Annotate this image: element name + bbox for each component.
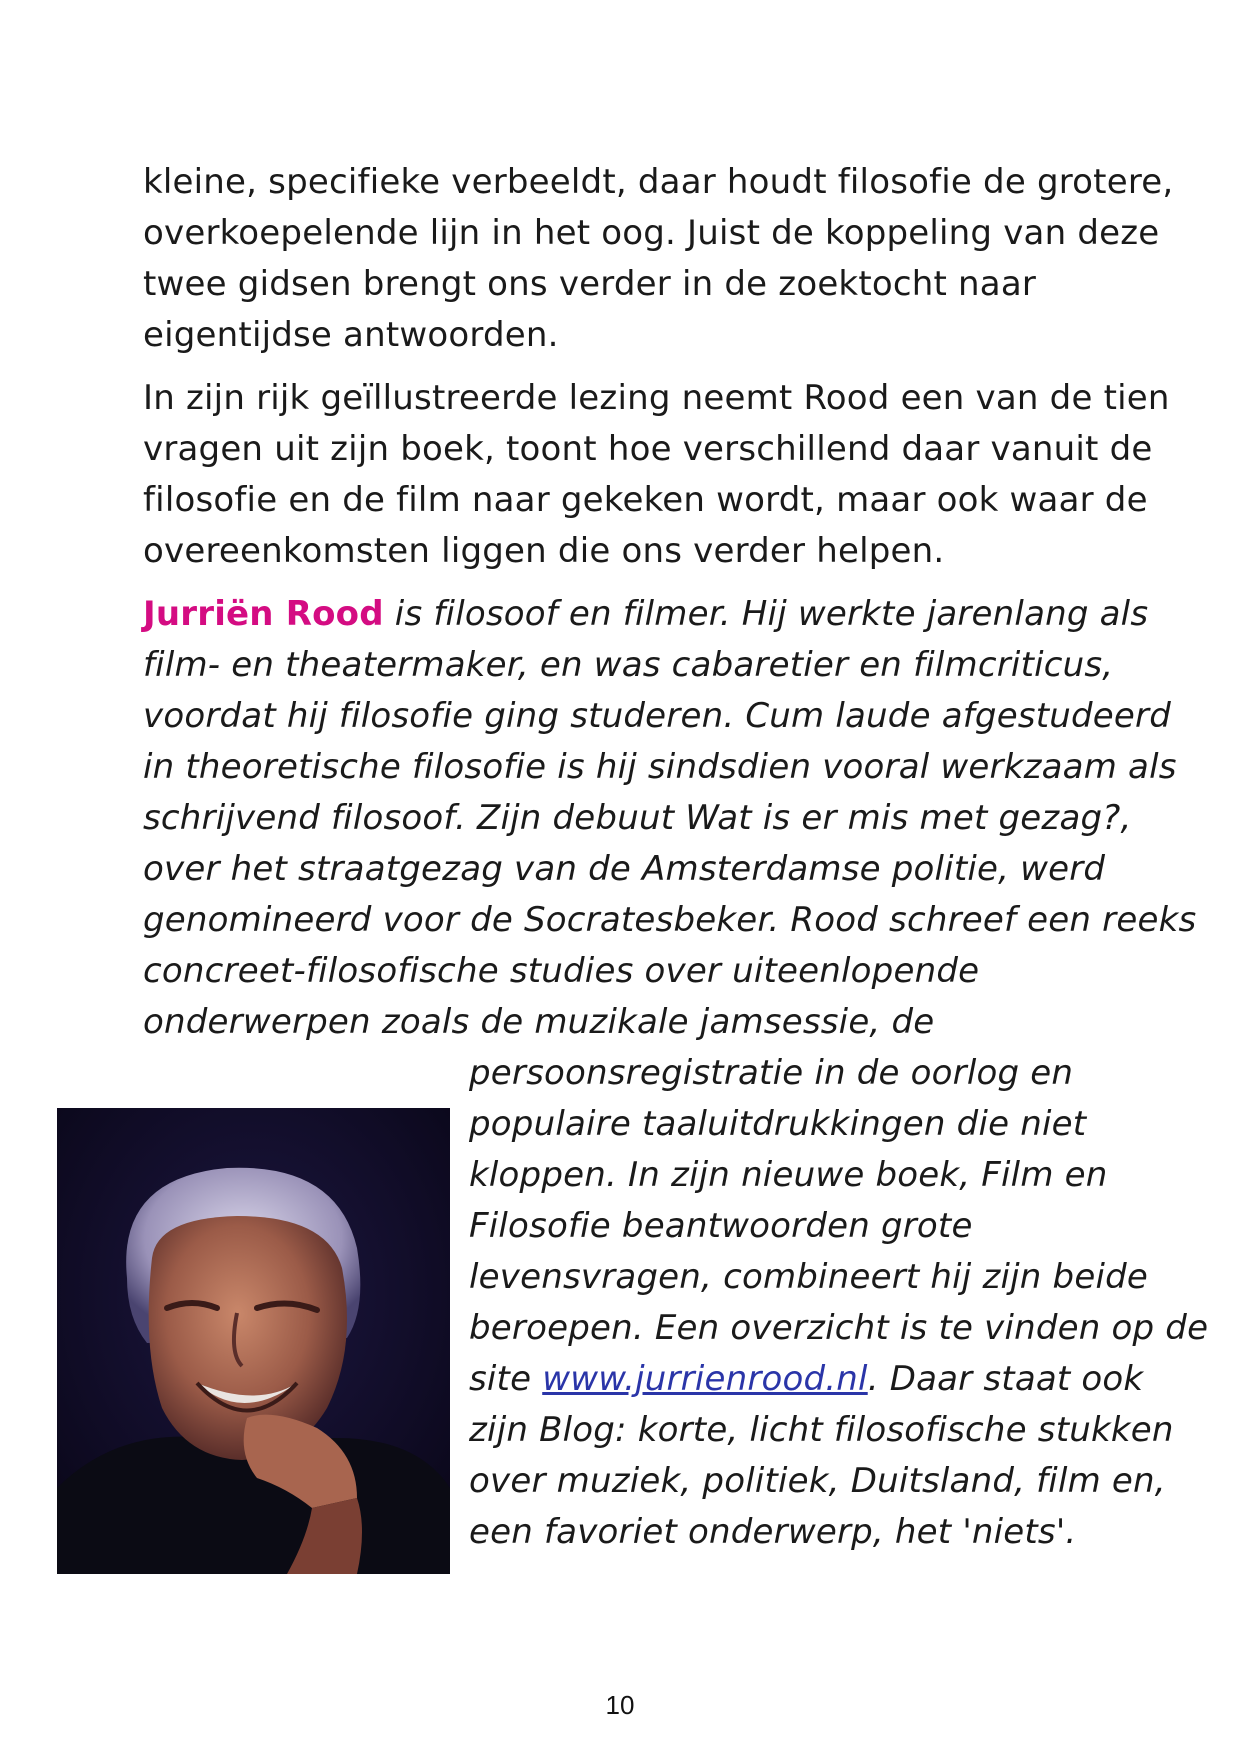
bio-wrap-column [469, 1048, 1209, 1558]
text-line: filosofie en de film naar gekeken wordt, maar ook waar de [143, 480, 1148, 520]
text-line: levensvragen, combineert hij zijn beide [469, 1257, 1149, 1297]
page-number: 10 [605, 1690, 635, 1720]
text-line: een favoriet onderwerp, het 'niets'. [469, 1512, 1077, 1552]
text-line: onderwerpen zoals de muzikale jamsessie, de [143, 1002, 935, 1042]
bio-paragraph [143, 589, 1197, 1048]
text-line: schrijvend filosoof. Zijn debuut Wat is er mis met gezag?, [143, 798, 1132, 838]
text-line: twee gidsen brengt ons verder in de zoektocht naar [143, 264, 1037, 304]
text-line: populaire taaluitdrukkingen die niet [469, 1104, 1087, 1144]
link-line: site www.jurrienrood.nl. Daar staat ook [469, 1359, 1144, 1399]
text-line: persoonsregistratie in de oorlog en [469, 1053, 1074, 1093]
text-line: genomineerd voor de Socratesbeker. Rood schreef een reeks [143, 900, 1197, 940]
text-line: eigentijdse antwoorden. [143, 315, 559, 355]
text-line: overeenkomsten liggen die ons verder helpen. [143, 531, 945, 571]
text-line: vragen uit zijn boek, toont hoe verschillend daar vanuit de [143, 429, 1153, 469]
text-line: over het straatgezag van de Amsterdamse politie, werd [143, 849, 1106, 889]
paragraph-1 [143, 157, 1183, 361]
text-line: concreet-filosofische studies over uiteenlopende [143, 951, 980, 991]
paragraph-2 [143, 373, 1183, 577]
website-link[interactable]: www.jurrienrood.nl [542, 1359, 868, 1399]
text-line: over muziek, politiek, Duitsland, film en, [469, 1461, 1166, 1501]
text-line: kleine, specifieke verbeeldt, daar houdt filosofie de grotere, [143, 162, 1174, 202]
text-line: In zijn rijk geïllustreerde lezing neemt Rood een van de tien [143, 378, 1170, 418]
text-line: film- en theatermaker, en was cabaretier en filmcriticus, [143, 645, 1114, 685]
author-photo [57, 1108, 450, 1574]
text-line: in theoretische filosofie is hij sindsdien vooral werkzaam als [143, 747, 1177, 787]
text-line: kloppen. In zijn nieuwe boek, Film en [469, 1155, 1108, 1195]
text-line: beroepen. Een overzicht is te vinden op de [469, 1308, 1209, 1348]
text-line: voordat hij filosofie ging studeren. Cum laude afgestudeerd [143, 696, 1171, 736]
text-line: Filosofie beantwoorden grote [469, 1206, 973, 1246]
text-line: zijn Blog: korte, licht filosofische stukken [469, 1410, 1174, 1450]
bio-first-line: is filosoof en filmer. Hij werkte jarenlang als [383, 594, 1149, 634]
text-line: overkoepelende lijn in het oog. Juist de koppeling van deze [143, 213, 1160, 253]
portrait-illustration [57, 1108, 450, 1574]
author-name: Jurriën Rood [143, 594, 384, 634]
